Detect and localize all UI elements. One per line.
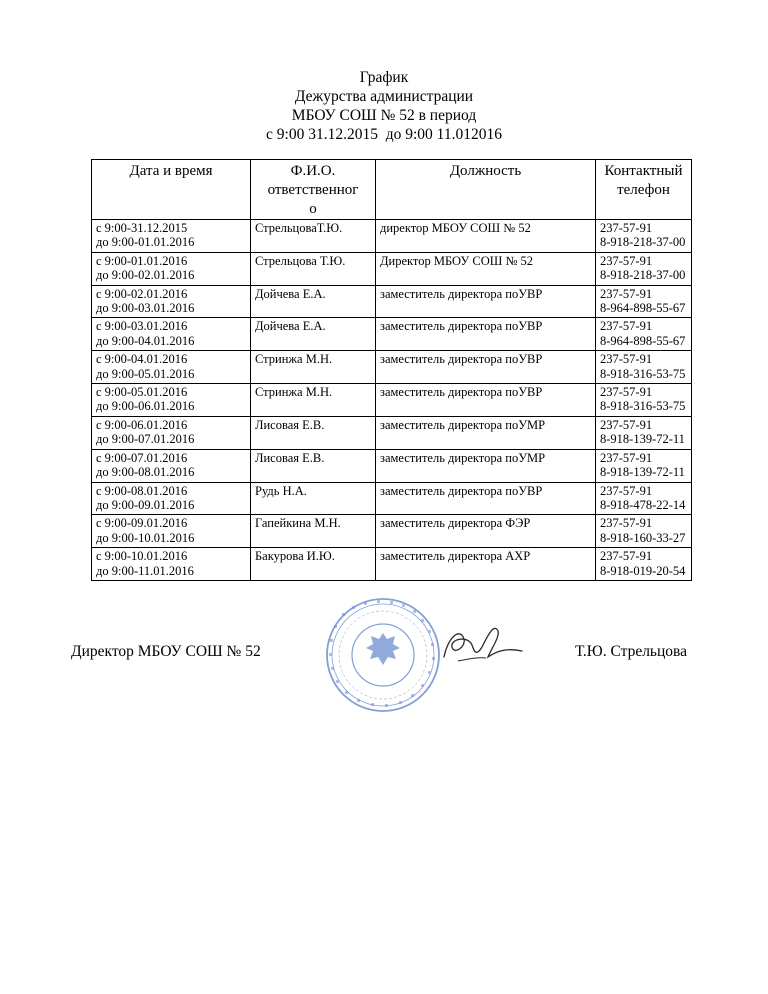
signer-name: Т.Ю. Стрельцова: [575, 643, 688, 660]
name-cell-text: Лисовая Е.В.: [255, 450, 325, 465]
date-cell-text: с 9:00-08.01.2016: [96, 483, 188, 498]
duty-schedule-table: [91, 159, 692, 581]
phone-cell: [596, 482, 692, 515]
date-cell-text: с 9:00-07.01.2016: [96, 450, 188, 465]
header-name: Ф.И.О. ответственног о: [251, 160, 376, 220]
date-cell: [92, 285, 251, 318]
name-cell: [251, 384, 376, 417]
header-date: Дата и время: [92, 160, 251, 220]
position-cell: [376, 482, 596, 515]
official-seal-stamp: [322, 595, 444, 715]
phone-cell-text: 8-964-898-55-67: [600, 301, 686, 316]
name-cell: [251, 482, 376, 515]
phone-cell-text: 237-57-91: [600, 549, 653, 564]
phone-cell-text: 8-918-019-20-54: [600, 563, 686, 578]
name-cell-text: Рудь Н.А.: [255, 483, 307, 498]
date-cell-text: с 9:00-31.12.2015: [96, 221, 188, 235]
phone-cell: [596, 351, 692, 384]
position-cell-text: заместитель директора поУВР: [380, 483, 543, 498]
table-row: [92, 285, 692, 318]
position-cell: [376, 252, 596, 285]
phone-cell-text: 8-918-218-37-00: [600, 268, 686, 283]
table-row: [92, 318, 692, 351]
position-cell-text: заместитель директора поУМР: [380, 417, 546, 432]
phone-cell-text: 8-918-218-37-00: [600, 235, 686, 250]
phone-cell-text: 8-918-316-53-75: [600, 399, 686, 414]
date-cell-text: до 9:00-08.01.2016: [96, 465, 195, 480]
phone-cell-text: 8-918-316-53-75: [600, 366, 686, 381]
phone-cell: [596, 220, 692, 253]
date-cell-text: с 9:00-04.01.2016: [96, 352, 188, 367]
phone-cell-text: 237-57-91: [600, 352, 653, 367]
phone-cell-text: 8-918-160-33-27: [600, 530, 686, 545]
table-row: [92, 252, 692, 285]
date-cell-text: с 9:00-03.01.2016: [96, 319, 188, 334]
phone-cell: [596, 252, 692, 285]
phone-cell-text: 8-918-139-72-11: [600, 465, 685, 480]
table-row: [92, 449, 692, 482]
date-cell: [92, 220, 251, 253]
table-row: [92, 351, 692, 384]
name-cell-text: Стринжа М.Н.: [255, 352, 333, 367]
position-cell-text: заместитель директора поУВР: [380, 385, 543, 400]
phone-cell-text: 8-964-898-55-67: [600, 333, 686, 348]
phone-cell-text: 237-57-91: [600, 253, 653, 268]
phone-cell: [596, 285, 692, 318]
name-cell-text: Дойчева Е.А.: [255, 319, 326, 334]
phone-cell-text: 237-57-91: [600, 483, 653, 498]
phone-cell-text: 237-57-91: [600, 319, 653, 334]
date-cell-text: с 9:00-05.01.2016: [96, 385, 188, 400]
phone-cell-text: 237-57-91: [600, 286, 653, 301]
table-row: [92, 548, 692, 581]
date-cell-text: до 9:00-07.01.2016: [96, 432, 195, 447]
phone-cell-text: 237-57-91: [600, 417, 653, 432]
date-cell-text: до 9:00-04.01.2016: [96, 333, 195, 348]
date-cell: [92, 548, 251, 581]
date-cell-text: до 9:00-02.01.2016: [96, 268, 195, 283]
table-row: [92, 384, 692, 417]
table-row: [92, 416, 692, 449]
phone-cell-text: 8-918-478-22-14: [600, 497, 686, 512]
title-line-4: с 9:00 31.12.2015 до 9:00 11.012016: [266, 126, 502, 143]
position-cell: [376, 449, 596, 482]
header-phone: Контактный телефон: [596, 160, 692, 220]
name-cell: [251, 515, 376, 548]
position-cell-text: заместитель директора поУВР: [380, 286, 543, 301]
date-cell-text: до 9:00-10.01.2016: [96, 530, 195, 545]
name-cell: [251, 220, 376, 253]
position-cell-text: заместитель директора АХР: [380, 549, 531, 564]
date-cell: [92, 351, 251, 384]
position-cell: [376, 220, 596, 253]
position-cell-text: заместитель директора поУМР: [380, 450, 546, 465]
position-cell: [376, 416, 596, 449]
phone-cell-text: 8-918-139-72-11: [600, 432, 685, 447]
phone-cell: [596, 384, 692, 417]
date-cell: [92, 482, 251, 515]
position-cell: [376, 285, 596, 318]
table-header-row: [92, 160, 692, 220]
date-cell: [92, 252, 251, 285]
name-cell: [251, 548, 376, 581]
position-cell: [376, 515, 596, 548]
table-row: [92, 482, 692, 515]
position-cell: [376, 351, 596, 384]
position-cell: [376, 384, 596, 417]
director-signature: [438, 617, 528, 669]
date-cell: [92, 449, 251, 482]
date-cell: [92, 384, 251, 417]
position-cell-text: заместитель директора поУВР: [380, 352, 543, 367]
title-line-2: Дежурства администрации: [294, 88, 474, 105]
name-cell: [251, 252, 376, 285]
date-cell-text: до 9:00-03.01.2016: [96, 301, 195, 316]
document-title-block: [0, 68, 768, 144]
date-cell: [92, 318, 251, 351]
name-cell-text: СтрельцоваТ.Ю.: [255, 221, 343, 235]
phone-cell-text: 237-57-91: [600, 450, 653, 465]
name-cell-text: Бакурова И.Ю.: [255, 549, 335, 564]
date-cell-text: до 9:00-05.01.2016: [96, 366, 195, 381]
name-cell-text: Лисовая Е.В.: [255, 417, 325, 432]
name-cell-text: Гапейкина М.Н.: [255, 516, 341, 531]
date-cell-text: до 9:00-09.01.2016: [96, 497, 195, 512]
name-cell: [251, 351, 376, 384]
phone-cell-text: 237-57-91: [600, 221, 653, 235]
date-cell-text: с 9:00-10.01.2016: [96, 549, 188, 564]
name-cell: [251, 285, 376, 318]
phone-cell: [596, 515, 692, 548]
date-cell-text: до 9:00-06.01.2016: [96, 399, 195, 414]
date-cell-text: до 9:00-11.01.2016: [96, 563, 194, 578]
position-cell-text: заместитель директора ФЭР: [380, 516, 531, 531]
table-row: [92, 515, 692, 548]
table-row: [92, 220, 692, 253]
position-cell: [376, 318, 596, 351]
date-cell-text: с 9:00-06.01.2016: [96, 417, 188, 432]
phone-cell-text: 237-57-91: [600, 385, 653, 400]
phone-cell-text: 237-57-91: [600, 516, 653, 531]
position-cell-text: директор МБОУ СОШ № 52: [380, 221, 531, 235]
name-cell: [251, 318, 376, 351]
position-cell-text: Директор МБОУ СОШ № 52: [380, 253, 534, 268]
name-cell: [251, 416, 376, 449]
position-cell: [376, 548, 596, 581]
name-cell-text: Стринжа М.Н.: [255, 385, 333, 400]
date-cell: [92, 515, 251, 548]
name-cell-text: Дойчева Е.А.: [255, 286, 326, 301]
title-line-3: МБОУ СОШ № 52 в период: [291, 107, 477, 124]
date-cell-text: с 9:00-02.01.2016: [96, 286, 188, 301]
position-cell-text: заместитель директора поУВР: [380, 319, 543, 334]
name-cell-text: Стрельцова Т.Ю.: [255, 253, 346, 268]
date-cell: [92, 416, 251, 449]
phone-cell: [596, 416, 692, 449]
title-line-1: График: [359, 69, 409, 86]
phone-cell: [596, 318, 692, 351]
header-position: Должность: [376, 160, 596, 220]
phone-cell: [596, 449, 692, 482]
date-cell-text: до 9:00-01.01.2016: [96, 235, 195, 250]
date-cell-text: с 9:00-01.01.2016: [96, 253, 188, 268]
director-label: Директор МБОУ СОШ № 52: [71, 643, 261, 660]
name-cell: [251, 449, 376, 482]
phone-cell: [596, 548, 692, 581]
date-cell-text: с 9:00-09.01.2016: [96, 516, 188, 531]
